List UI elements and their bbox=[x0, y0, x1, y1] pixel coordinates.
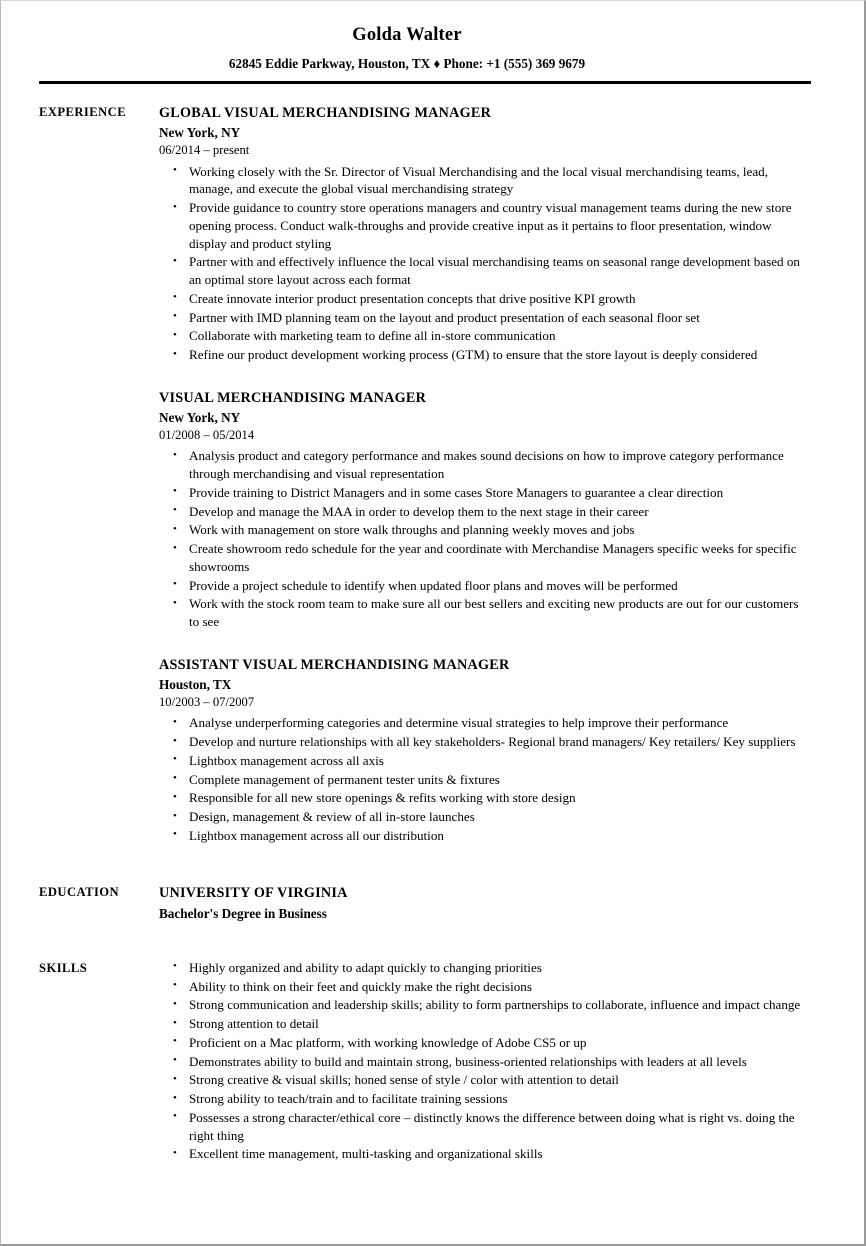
header-divider-rule bbox=[39, 81, 811, 84]
job-title: ASSISTANT VISUAL MERCHANDISING MANAGER bbox=[159, 656, 510, 673]
job-bullet: • Develop and nurture relationships with all key stakeholders- Regional brand managers/ Key retailers/ Key suppliers bbox=[159, 733, 811, 751]
experience-entry bbox=[159, 381, 811, 631]
candidate-contact-line: 62845 Eddie Parkway, Houston, TX ♦ Phone: +1 (555) 369 9679 bbox=[228, 56, 586, 72]
job-dates: 01/2008 – 05/2014 bbox=[159, 428, 255, 443]
resume-sheet bbox=[1, 1, 859, 1241]
experience-entries bbox=[159, 96, 859, 846]
job-bullet: • Partner with and effectively influence the local visual merchandising teams on seasonal range development based on an optimal store layout across each format bbox=[159, 253, 811, 288]
job-bullet: • Provide guidance to country store operations managers and country visual management teams during the new store opening process. Conduct walk-throughs and provide creative input as it pertains to floor presentation, window display and product styling bbox=[159, 199, 811, 252]
candidate-name: Golda Walter bbox=[352, 25, 462, 45]
job-bullet: • Create showroom redo schedule for the year and coordinate with Merchandise Managers specific weeks for specific showrooms bbox=[159, 540, 811, 575]
experience-entry bbox=[159, 648, 811, 845]
job-bullet: • Develop and manage the MAA in order to develop them to the next stage in their career bbox=[159, 503, 811, 521]
job-bullet: • Complete management of permanent tester units & fixtures bbox=[159, 771, 811, 789]
job-bullet: • Collaborate with marketing team to define all in-store communication bbox=[159, 327, 811, 345]
job-bullet-list bbox=[159, 159, 811, 364]
job-location: New York, NY bbox=[159, 125, 241, 141]
job-bullet: • Design, management & review of all in-store launches bbox=[159, 808, 811, 826]
resume-body bbox=[1, 96, 859, 1164]
job-bullet-list bbox=[159, 443, 811, 630]
job-location: New York, NY bbox=[159, 409, 241, 425]
job-bullet: • Work with management on store walk throughs and planning weekly moves and jobs bbox=[159, 521, 811, 539]
job-bullet: • Provide training to District Managers and in some cases Store Managers to guarantee a clear direction bbox=[159, 484, 811, 502]
job-location: Houston, TX bbox=[159, 676, 232, 692]
job-bullet-list bbox=[159, 710, 811, 844]
section-label-education: EDUCATION bbox=[39, 884, 120, 899]
skill-bullet: • Strong communication and leadership skills; ability to form partnerships to collaborate, influence and impact change bbox=[159, 996, 811, 1014]
section-spacer bbox=[1, 846, 859, 876]
job-bullet: • Partner with IMD planning team on the layout and product presentation of each seasonal floor set bbox=[159, 309, 811, 327]
entry-spacer bbox=[159, 365, 811, 381]
section-label-experience: EXPERIENCE bbox=[39, 105, 127, 119]
job-title: GLOBAL VISUAL MERCHANDISING MANAGER bbox=[159, 105, 492, 121]
job-bullet: • Refine our product development working process (GTM) to ensure that the store layout is deeply considered bbox=[159, 346, 811, 364]
job-bullet: • Work with the stock room team to make sure all our best sellers and exciting new products are out for our customers to see bbox=[159, 595, 811, 630]
education-school: UNIVERSITY OF VIRGINIA bbox=[159, 884, 348, 901]
skill-bullet: • Strong attention to detail bbox=[159, 1015, 811, 1033]
job-bullet: • Lightbox management across all axis bbox=[159, 752, 811, 770]
education-entry bbox=[159, 876, 811, 922]
job-bullet: • Provide a project schedule to identify when updated floor plans and moves will be performed bbox=[159, 577, 811, 595]
job-bullet: • Create innovate interior product presentation concepts that drive positive KPI growth bbox=[159, 290, 811, 308]
education-entries bbox=[159, 876, 859, 922]
skills-bullet-list bbox=[159, 952, 811, 1163]
skills-entries bbox=[159, 952, 859, 1164]
skill-bullet: • Proficient on a Mac platform, with working knowledge of Adobe CS5 or up bbox=[159, 1034, 811, 1052]
job-bullet: • Lightbox management across all our distribution bbox=[159, 827, 811, 845]
job-title: VISUAL MERCHANDISING MANAGER bbox=[159, 389, 427, 406]
section-experience bbox=[1, 96, 859, 846]
skill-bullet: • Demonstrates ability to build and maintain strong, business-oriented relationships with leaders at all levels bbox=[159, 1053, 811, 1071]
resume-header bbox=[1, 1, 859, 72]
job-dates: 06/2014 – present bbox=[159, 143, 250, 158]
skill-bullet: • Strong creative & visual skills; honed sense of style / color with attention to detail bbox=[159, 1071, 811, 1089]
skill-bullet: • Possesses a strong character/ethical core – distinctly knows the difference between doing what is right vs. doing the right thing bbox=[159, 1109, 811, 1144]
skill-bullet: • Excellent time management, multi-tasking and organizational skills bbox=[159, 1145, 811, 1163]
job-bullet: • Analysis product and category performance and makes sound decisions on how to improve category performance through merchandising and visual representation bbox=[159, 447, 811, 482]
section-skills bbox=[1, 952, 859, 1164]
entry-spacer bbox=[159, 632, 811, 648]
experience-entry bbox=[159, 96, 811, 364]
job-dates: 10/2003 – 07/2007 bbox=[159, 695, 255, 710]
job-bullet: • Analyse underperforming categories and determine visual strategies to help improve their performance bbox=[159, 714, 811, 732]
job-bullet: • Responsible for all new store openings & refits working with store design bbox=[159, 789, 811, 807]
section-spacer bbox=[1, 922, 859, 952]
job-bullet: • Working closely with the Sr. Director of Visual Merchandising and the local visual merchandising teams, lead, manage, and execute the global visual merchandising strategy bbox=[159, 163, 811, 198]
skill-bullet: • Highly organized and ability to adapt quickly to changing priorities bbox=[159, 959, 811, 977]
section-label-skills: SKILLS bbox=[39, 960, 88, 975]
section-education bbox=[1, 876, 859, 922]
education-degree: Bachelor's Degree in Business bbox=[159, 905, 327, 921]
skill-bullet: • Strong ability to teach/train and to facilitate training sessions bbox=[159, 1090, 811, 1108]
skill-bullet: • Ability to think on their feet and quickly make the right decisions bbox=[159, 978, 811, 996]
